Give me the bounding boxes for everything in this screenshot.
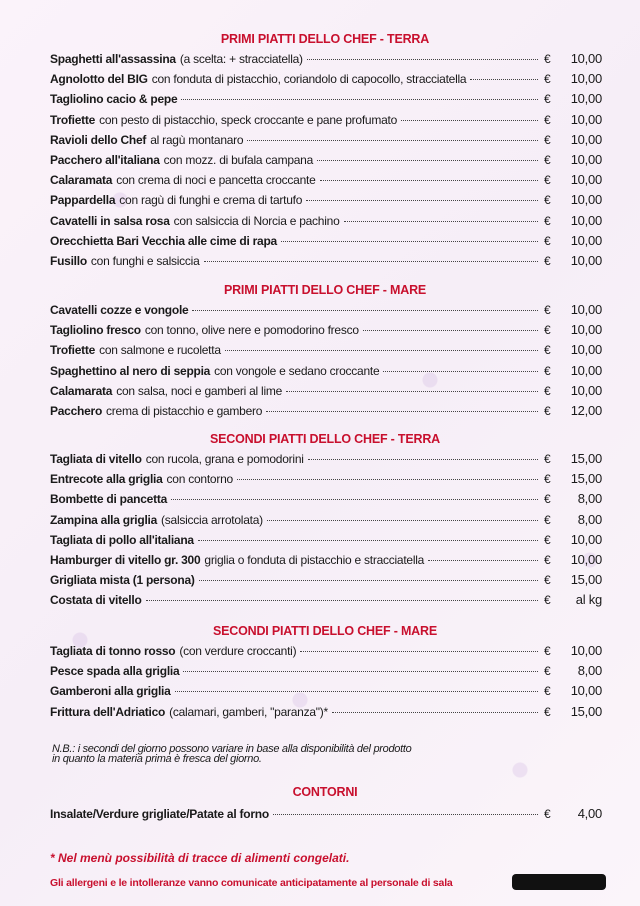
item-description: con rucola, grana e pomodorini bbox=[145, 452, 304, 466]
item-name: Grigliata mista (1 persona) bbox=[50, 573, 195, 588]
menu-item bbox=[50, 152, 602, 172]
item-name: Orecchietta Bari Vecchia alle cime di rapa bbox=[50, 233, 277, 248]
dot-leader bbox=[428, 560, 538, 561]
allergens-note: Gli allergeni e le intolleranze vanno comunicate anticipatamente al personale di sala bbox=[50, 877, 453, 889]
item-description: con crema di noci e pancetta croccante bbox=[116, 173, 316, 188]
dot-leader bbox=[237, 479, 538, 480]
dot-leader bbox=[320, 180, 539, 181]
section-items bbox=[50, 806, 602, 826]
section-title: SECONDI PIATTI DELLO CHEF - MARE bbox=[213, 624, 437, 638]
dot-leader bbox=[363, 330, 538, 331]
item-price: 10,00 bbox=[570, 382, 602, 398]
menu-item bbox=[50, 172, 602, 192]
menu-item bbox=[50, 552, 602, 572]
item-name: Agnolotto del BIG bbox=[50, 72, 148, 87]
dot-leader bbox=[183, 671, 538, 672]
section-title: PRIMI PIATTI DELLO CHEF - MARE bbox=[223, 283, 427, 297]
item-name: Calaramata bbox=[50, 173, 113, 188]
item-price: 10,00 bbox=[570, 131, 602, 147]
section-items bbox=[50, 302, 602, 423]
item-name: Bombette di pancetta bbox=[50, 492, 168, 507]
item-description: (a scelta: + stracciatella) bbox=[179, 52, 303, 66]
dot-leader bbox=[307, 59, 538, 60]
dot-leader bbox=[306, 200, 538, 201]
dot-leader bbox=[344, 221, 539, 222]
currency-symbol: € bbox=[544, 807, 551, 821]
dot-leader bbox=[286, 391, 538, 392]
item-price: 10,00 bbox=[570, 151, 602, 167]
item-name: Fusillo bbox=[50, 253, 87, 268]
menu-item bbox=[50, 572, 602, 592]
currency-symbol: € bbox=[544, 532, 551, 547]
menu-item bbox=[50, 302, 602, 322]
dot-leader bbox=[470, 79, 538, 80]
item-name: Pacchero bbox=[50, 403, 103, 418]
item-price: 15,00 bbox=[570, 703, 602, 719]
item-price: 10,00 bbox=[570, 71, 602, 87]
currency-symbol: € bbox=[544, 132, 551, 147]
dot-leader bbox=[266, 411, 538, 412]
currency-symbol: € bbox=[544, 383, 551, 398]
item-description: con vongole e sedano croccante bbox=[214, 363, 380, 378]
nb-line-2: in quanto la materia prima è fresca del giorno. bbox=[52, 753, 262, 765]
section-title: SECONDI PIATTI DELLO CHEF - TERRA bbox=[210, 432, 440, 446]
menu-item bbox=[50, 683, 602, 703]
item-name: Tagliata di vitello bbox=[50, 452, 142, 466]
item-price: 8,00 bbox=[577, 511, 602, 527]
item-description: con ragù di funghi e crema di tartufo bbox=[119, 193, 303, 208]
item-price: 15,00 bbox=[570, 471, 602, 487]
currency-symbol: € bbox=[544, 52, 551, 66]
dot-leader bbox=[383, 371, 538, 372]
currency-symbol: € bbox=[544, 512, 551, 527]
menu-item bbox=[50, 592, 602, 612]
dot-leader bbox=[199, 580, 538, 581]
item-name: Hamburger di vitello gr. 300 bbox=[50, 552, 201, 567]
dot-leader bbox=[401, 120, 538, 121]
item-price: 10,00 bbox=[570, 192, 602, 208]
dot-leader bbox=[171, 499, 538, 500]
menu-item bbox=[50, 643, 602, 663]
item-description: (con verdure croccanti) bbox=[179, 644, 297, 658]
item-price: 10,00 bbox=[570, 683, 602, 699]
currency-symbol: € bbox=[544, 323, 551, 338]
currency-symbol: € bbox=[544, 233, 551, 248]
dot-leader bbox=[332, 712, 538, 713]
item-name: Tagliolino cacio & pepe bbox=[50, 92, 178, 107]
item-description: (calamari, gamberi, "paranza")* bbox=[169, 704, 328, 719]
menu-item bbox=[50, 532, 602, 552]
dot-leader bbox=[308, 459, 538, 460]
item-description: al ragù montanaro bbox=[150, 132, 244, 147]
frozen-food-note: * Nel menù possibilità di tracce di alimenti congelati. bbox=[50, 851, 350, 865]
dot-leader bbox=[273, 814, 538, 815]
dot-leader bbox=[181, 99, 538, 100]
dot-leader bbox=[300, 651, 538, 652]
item-price: 10,00 bbox=[570, 342, 602, 358]
menu-item bbox=[50, 132, 602, 152]
currency-symbol: € bbox=[544, 684, 551, 699]
item-name: Pappardella bbox=[50, 193, 116, 208]
menu-item bbox=[50, 322, 602, 342]
currency-symbol: € bbox=[544, 704, 551, 719]
menu-item bbox=[50, 471, 602, 491]
section-items bbox=[50, 51, 602, 273]
item-price: 10,00 bbox=[570, 111, 602, 127]
currency-symbol: € bbox=[544, 253, 551, 268]
section-title: PRIMI PIATTI DELLO CHEF - TERRA bbox=[220, 32, 430, 46]
item-description: con tonno, olive nere e pomodorino fresco bbox=[144, 323, 359, 338]
menu-item bbox=[50, 704, 602, 724]
menu-item bbox=[50, 451, 602, 471]
item-price: 10,00 bbox=[570, 531, 602, 547]
item-description: con salmone e rucoletta bbox=[99, 343, 221, 358]
section-title: CONTORNI bbox=[292, 785, 358, 799]
nb-note bbox=[52, 744, 411, 764]
item-description: (salsiccia arrotolata) bbox=[161, 512, 263, 527]
dot-leader bbox=[247, 140, 538, 141]
currency-symbol: € bbox=[544, 403, 551, 418]
item-price: 8,00 bbox=[577, 491, 602, 507]
currency-symbol: € bbox=[544, 173, 551, 188]
item-price: 10,00 bbox=[570, 643, 602, 658]
menu-item bbox=[50, 403, 602, 423]
item-name: Spaghettino al nero di seppia bbox=[50, 363, 211, 378]
item-name: Tagliata di tonno rosso bbox=[50, 644, 176, 658]
currency-symbol: € bbox=[544, 92, 551, 107]
menu-item bbox=[50, 253, 602, 273]
currency-symbol: € bbox=[544, 213, 551, 228]
currency-symbol: € bbox=[544, 472, 551, 487]
currency-symbol: € bbox=[544, 644, 551, 658]
menu-item bbox=[50, 383, 602, 403]
item-price: 15,00 bbox=[570, 572, 602, 588]
item-price: 10,00 bbox=[570, 91, 602, 107]
item-name: Zampina alla griglia bbox=[50, 512, 158, 527]
item-description: crema di pistacchio e gambero bbox=[106, 403, 263, 418]
item-price: 10,00 bbox=[570, 252, 602, 268]
currency-symbol: € bbox=[544, 573, 551, 588]
item-price: 10,00 bbox=[570, 362, 602, 378]
currency-symbol: € bbox=[544, 193, 551, 208]
currency-symbol: € bbox=[544, 152, 551, 167]
item-price: al kg bbox=[575, 592, 602, 608]
menu-item bbox=[50, 363, 602, 383]
menu-item bbox=[50, 512, 602, 532]
menu-item bbox=[50, 213, 602, 233]
item-name: Gamberoni alla griglia bbox=[50, 684, 171, 699]
menu-item bbox=[50, 233, 602, 253]
item-name: Costata di vitello bbox=[50, 593, 142, 608]
dot-leader bbox=[317, 160, 538, 161]
currency-symbol: € bbox=[544, 552, 551, 567]
dot-leader bbox=[204, 261, 539, 262]
item-price: 10,00 bbox=[570, 551, 602, 567]
item-price: 10,00 bbox=[570, 172, 602, 188]
dot-leader bbox=[198, 540, 538, 541]
menu-item bbox=[50, 491, 602, 511]
currency-symbol: € bbox=[544, 492, 551, 507]
item-price: 10,00 bbox=[570, 302, 602, 317]
menu-item bbox=[50, 806, 602, 826]
item-name: Cavatelli cozze e vongole bbox=[50, 303, 189, 317]
currency-symbol: € bbox=[544, 72, 551, 87]
item-name: Pacchero all'italiana bbox=[50, 152, 160, 167]
item-description: con fonduta di pistacchio, coriandolo di capocollo, stracciatella bbox=[151, 72, 467, 87]
item-name: Insalate/Verdure grigliate/Patate al forno bbox=[50, 807, 269, 821]
menu-item bbox=[50, 342, 602, 362]
menu-item bbox=[50, 91, 602, 111]
menu-item bbox=[50, 112, 602, 132]
item-price: 15,00 bbox=[570, 451, 602, 466]
menu-item bbox=[50, 192, 602, 212]
redacted-area bbox=[512, 874, 606, 890]
section-items bbox=[50, 451, 602, 613]
item-name: Cavatelli in salsa rosa bbox=[50, 213, 170, 228]
dot-leader bbox=[146, 600, 538, 601]
item-description: con pesto di pistacchio, speck croccante e pane profumato bbox=[99, 112, 398, 127]
item-price: 10,00 bbox=[570, 51, 602, 66]
item-price: 8,00 bbox=[577, 663, 602, 679]
currency-symbol: € bbox=[544, 303, 551, 317]
item-price: 12,00 bbox=[570, 402, 602, 418]
currency-symbol: € bbox=[544, 363, 551, 378]
item-name: Ravioli dello Chef bbox=[50, 132, 147, 147]
dot-leader bbox=[281, 241, 538, 242]
item-price: 4,00 bbox=[577, 806, 602, 821]
currency-symbol: € bbox=[544, 664, 551, 679]
item-description: con mozz. di bufala campana bbox=[163, 152, 314, 167]
item-description: con salsa, noci e gamberi al lime bbox=[116, 383, 283, 398]
section-items bbox=[50, 643, 602, 724]
menu-item bbox=[50, 51, 602, 71]
dot-leader bbox=[192, 310, 538, 311]
currency-symbol: € bbox=[544, 112, 551, 127]
item-name: Trofiette bbox=[50, 343, 96, 358]
item-name: Entrecote alla griglia bbox=[50, 472, 163, 487]
item-price: 10,00 bbox=[570, 212, 602, 228]
item-name: Tagliolino fresco bbox=[50, 323, 141, 338]
dot-leader bbox=[225, 350, 538, 351]
item-name: Frittura dell'Adriatico bbox=[50, 704, 166, 719]
item-price: 10,00 bbox=[570, 232, 602, 248]
item-description: con salsiccia di Norcia e pachino bbox=[173, 213, 340, 228]
item-name: Spaghetti all'assassina bbox=[50, 52, 176, 66]
item-name: Pesce spada alla griglia bbox=[50, 664, 180, 679]
item-name: Tagliata di pollo all'italiana bbox=[50, 532, 194, 547]
currency-symbol: € bbox=[544, 452, 551, 466]
menu-item bbox=[50, 71, 602, 91]
currency-symbol: € bbox=[544, 593, 551, 608]
currency-symbol: € bbox=[544, 343, 551, 358]
item-name: Trofiette bbox=[50, 112, 96, 127]
item-name: Calamarata bbox=[50, 383, 113, 398]
dot-leader bbox=[175, 691, 538, 692]
item-description: con funghi e salsiccia bbox=[90, 253, 200, 268]
item-description: griglia o fonduta di pistacchio e stracciatella bbox=[204, 552, 425, 567]
dot-leader bbox=[267, 520, 538, 521]
item-description: con contorno bbox=[166, 472, 233, 487]
menu-item bbox=[50, 663, 602, 683]
nb-line-1: N.B.: i secondi del giorno possono variare in base alla disponibilità del prodotto bbox=[52, 743, 412, 755]
item-price: 10,00 bbox=[570, 322, 602, 338]
